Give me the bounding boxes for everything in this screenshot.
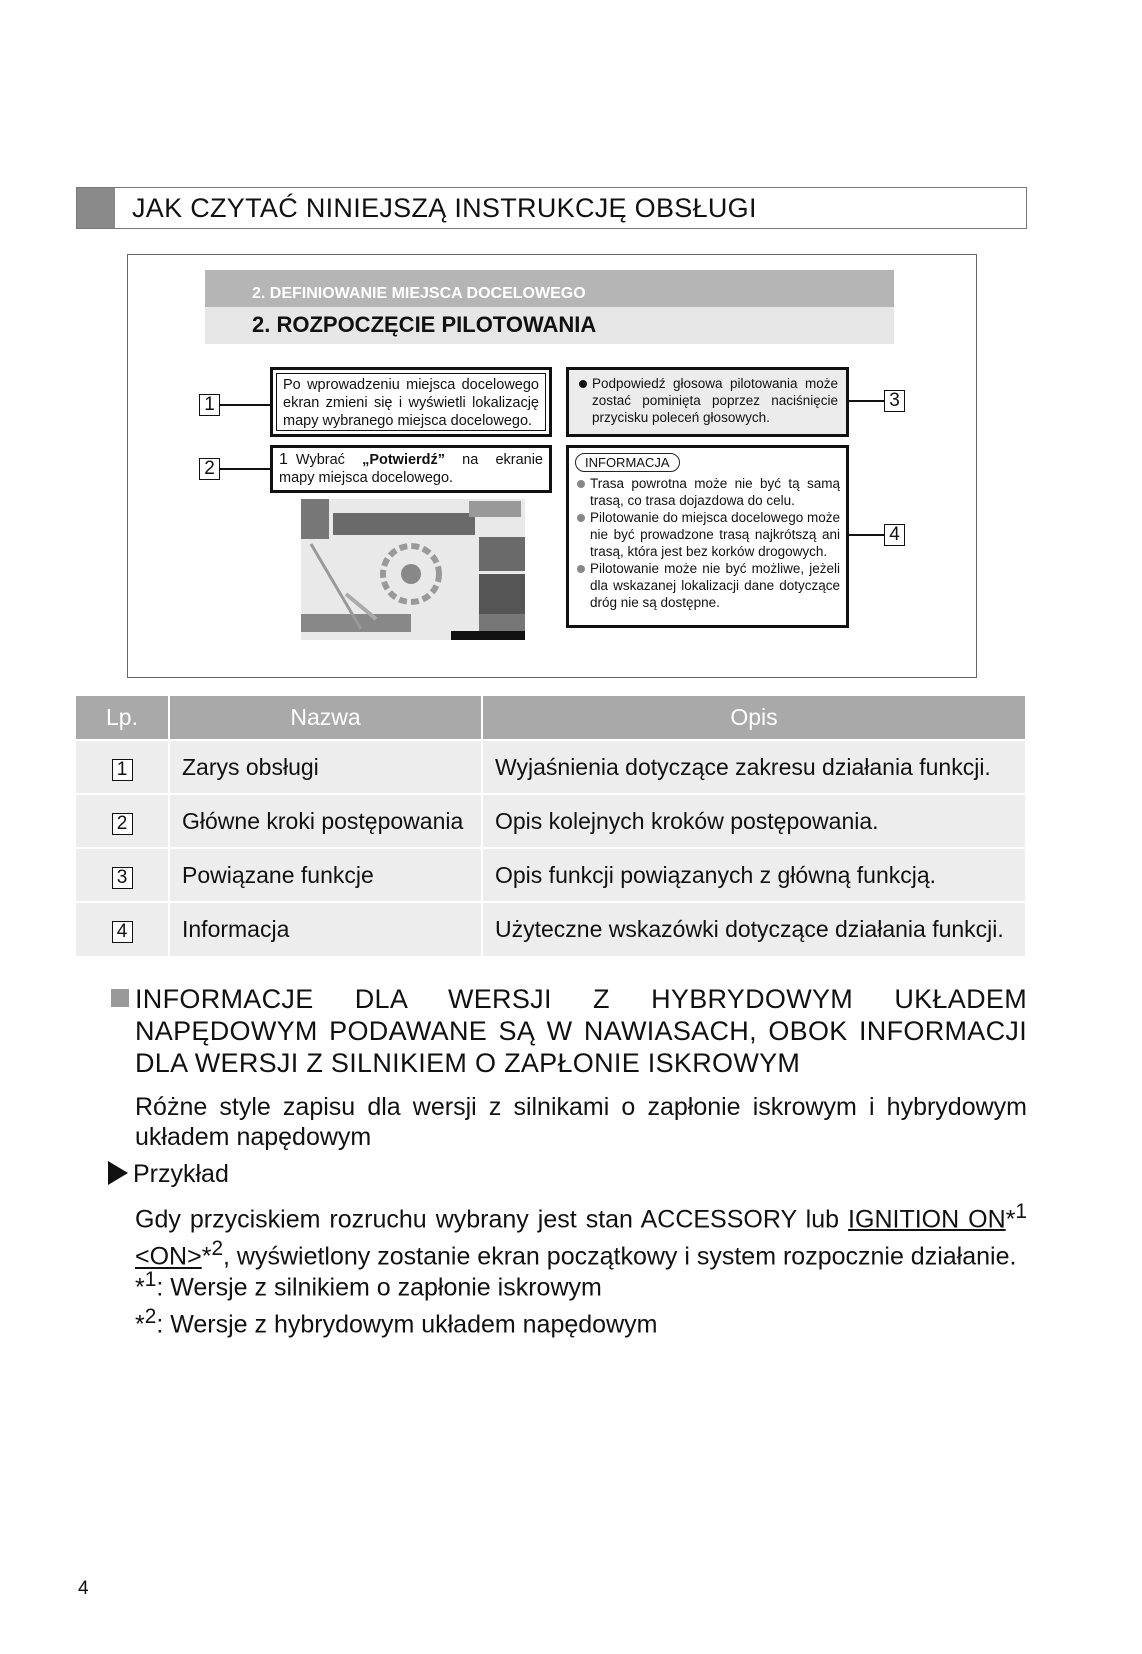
label-2: 2 — [199, 458, 220, 480]
table-row: 1 Zarys obsługi Wyjaśnienia dotyczące zakresu działania funkcji. — [76, 740, 1026, 794]
diagram-section-title: 2. DEFINIOWANIE MIEJSCA DOCELOWEGO — [205, 270, 894, 307]
section-marker — [111, 989, 129, 1007]
legend-table — [76, 696, 1027, 956]
label-1: 1 — [199, 394, 220, 416]
section-intro: Różne style zapisu dla wersji z silnikami o zapłonie iskrowym i hybrydowym układem napędowym — [135, 1093, 1027, 1151]
footnote-2: *$^2$: Wersje z hybrydowym układem napędowym — [135, 1305, 658, 1339]
play-triangle-icon — [108, 1161, 128, 1185]
information-box: INFORMACJA Trasa powrotna może nie być tą samą trasą, co trasa dojazdowa do celu. Pilotowanie do miejsca docelowego może nie być prowadzone trasą najkrótszą ani trasą, która jest bez korków drogowych. Pilotowanie może nie być możliwe, jeżeli dla wskazanej lokalizacji dane dotyczące dróg nie są dostępne. — [566, 445, 849, 628]
table-header: Lp. Nazwa Opis — [76, 696, 1026, 740]
table-row: 2 Główne kroki postępowania Opis kolejnych kroków postępowania. — [76, 794, 1026, 848]
related-functions-box: Podpowiedź głosowa pilotowania może zostać pominięta poprzez naciśnięcie przycisku poleceń głosowych. — [566, 367, 849, 437]
diagram-subsection-title: 2. ROZPOCZĘCIE PILOTOWANIA — [205, 307, 894, 344]
steps-box: 1 Wybrać „Potwierdź” na ekranie mapy miejsca docelowego. — [270, 445, 552, 493]
map-illustration — [301, 499, 525, 640]
footnote-1: *$^1$: Wersje z silnikiem o zapłonie iskrowym — [135, 1268, 602, 1302]
table-row: 3 Powiązane funkcje Opis funkcji powiązanych z główną funkcją. — [76, 848, 1026, 902]
navigation-screen-image — [301, 499, 525, 640]
header-marker — [77, 188, 115, 228]
connector-line — [220, 404, 270, 406]
page-title: JAK CZYTAĆ NINIEJSZĄ INSTRUKCJĘ OBSŁUGI — [132, 193, 757, 223]
page-number: 4 — [78, 1578, 89, 1599]
label-3: 3 — [884, 390, 905, 412]
label-4: 4 — [884, 524, 905, 546]
section-heading: INFORMACJE DLA WERSJI Z HYBRYDOWYM UKŁADEM NAPĘDOWYM PODAWANE SĄ W NAWIASACH, OBOK INFORMACJI DLA WERSJI Z SILNIKIEM O ZAPŁONIE ISKROWYM — [135, 984, 1027, 1078]
connector-line — [220, 468, 270, 470]
table-row: 4 Informacja Użyteczne wskazówki dotyczące działania funkcji. — [76, 902, 1026, 956]
information-badge: INFORMACJA — [575, 453, 680, 472]
connector-line — [849, 400, 884, 402]
page-header — [76, 187, 1027, 229]
example-label: Przykład — [133, 1160, 229, 1188]
overview-box: Po wprowadzeniu miejsca docelowego ekran zmieni się i wyświetli lokalizację mapy wybranego miejsca docelowego. — [270, 367, 552, 437]
example-text: Gdy przyciskiem rozruchu wybrany jest stan ACCESSORY lub IGNITION ON*$^1$ <ON>*$^2$, wyświetlony zostanie ekran początkowy i system rozpocznie działanie. — [135, 1200, 1027, 1271]
connector-line — [849, 534, 884, 536]
